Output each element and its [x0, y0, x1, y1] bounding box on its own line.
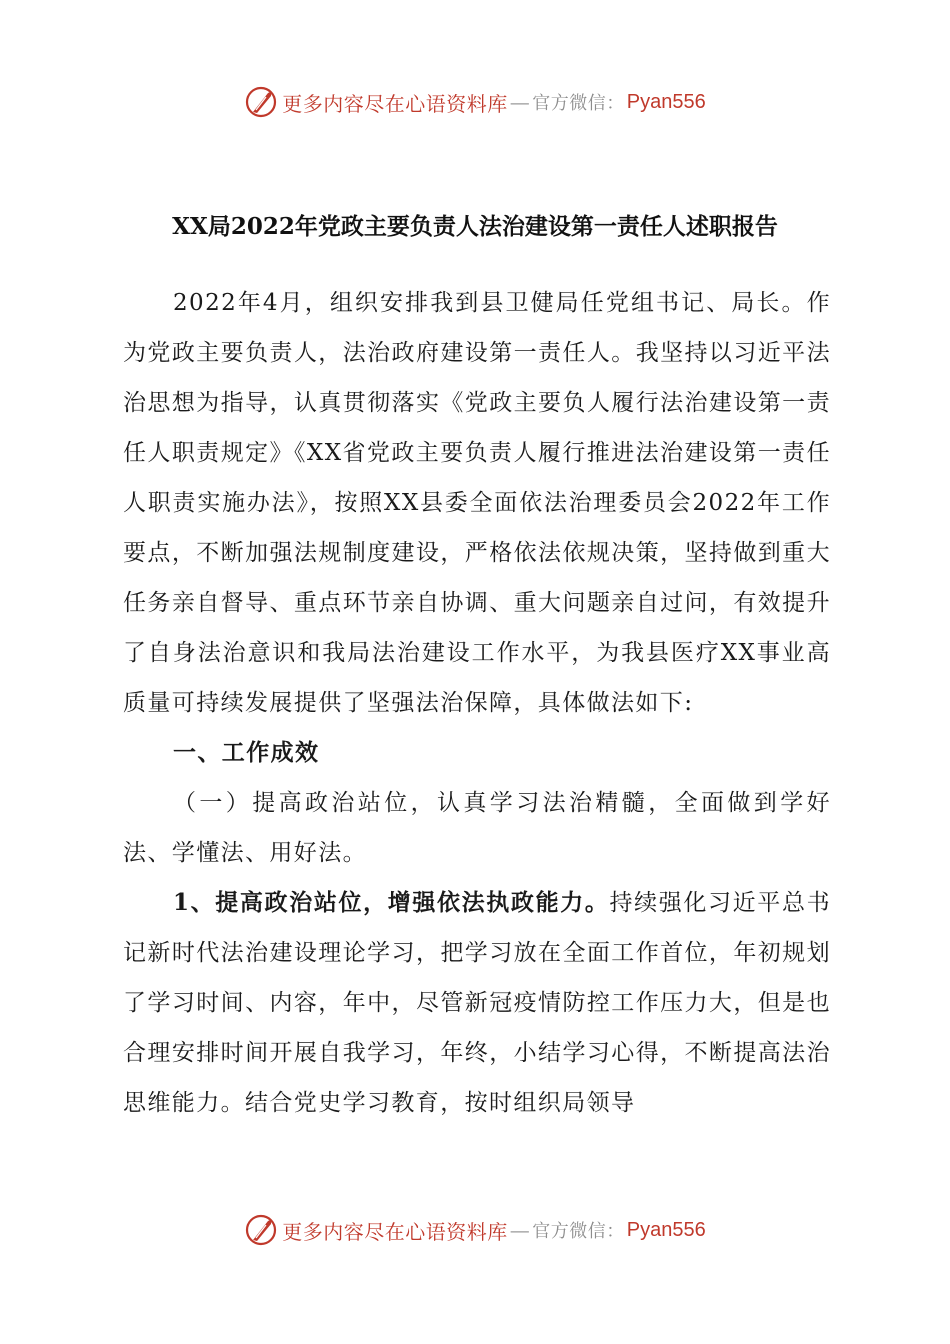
quill-pen-circle-icon — [244, 85, 278, 119]
watermark-sub-text: 官方微信： — [532, 1221, 625, 1242]
point-lead: 1、提高政治站位，增强依法执政能力。 — [173, 889, 610, 916]
subsection-heading: （一）提高政治站位，认真学习法治精髓，全面做到学好法、学懂法、用好法。 — [123, 790, 831, 866]
document-body — [123, 278, 831, 1128]
watermark-main-text: 更多内容尽在心语资料库 — [282, 1219, 508, 1244]
watermark-dash: — — [509, 90, 531, 114]
watermark-sub-text: 官方微信： — [532, 93, 625, 114]
intro-paragraph: 2022年4月，组织安排我到县卫健局任党组书记、局长。作为党政主要负责人，法治政府建设第一责任人。我坚持以习近平法治思想为指导，认真贯彻落实《党政主要负人履行法治建设第一责任人职责规定》《XX省党政主要负责人履行推进法治建设第一责任人职责实施办法》，按照XX县委全面依法治理委员会2022年工作要点，不断加强法规制度建设，严格依法依规决策，坚持做到重大任务亲自督导、重点环节亲自协调、重大问题亲自过问，有效提升了自身法治意识和我局法治建设工作水平，为我县医疗XX事业高质量可持续发展提供了坚强法治保障，具体做法如下: — [123, 290, 831, 716]
watermark-main-text: 更多内容尽在心语资料库 — [282, 91, 508, 116]
section-heading: 一、工作成效 — [173, 739, 320, 766]
watermark-dash: — — [509, 1218, 531, 1242]
document-title: XX局2022年党政主要负责人法治建设第一责任人述职报告 — [172, 213, 778, 240]
footer-watermark — [0, 1210, 950, 1250]
quill-pen-circle-icon — [244, 1213, 278, 1247]
point-body: 持续强化习近平总书记新时代法治建设理论学习，把学习放在全面工作首位，年初规划了学习时间、内容，年中，尽管新冠疫情防控工作压力大，但是也合理安排时间开展自我学习，年终，小结学习心得，不断提高法治思维能力。结合党史学习教育，按时组织局领导 — [123, 890, 831, 1116]
watermark-wechat-id: Pyan556 — [626, 90, 706, 113]
watermark-wechat-id: Pyan556 — [626, 1218, 706, 1241]
point-paragraph — [123, 878, 831, 1128]
header-watermark — [0, 82, 950, 122]
